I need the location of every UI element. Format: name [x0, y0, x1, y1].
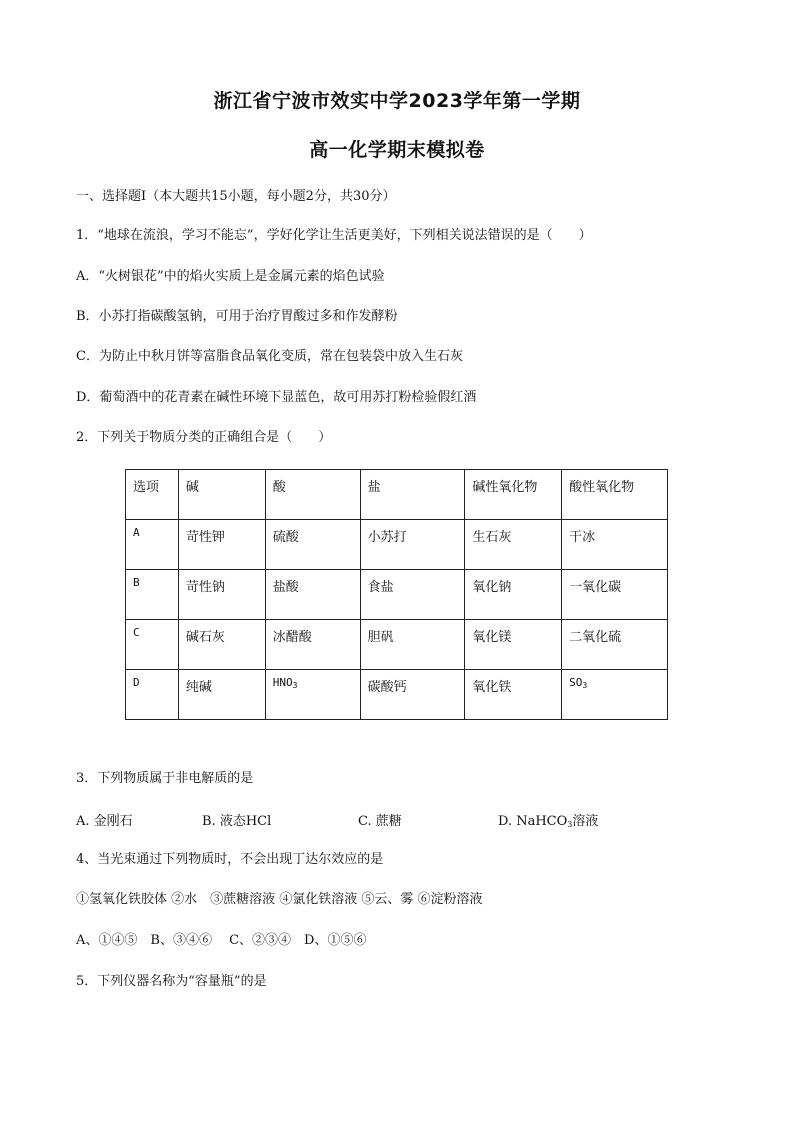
table-cell: 氧化铁 — [465, 670, 562, 720]
table-row — [126, 520, 668, 570]
table-cell: 苛性钾 — [178, 520, 265, 570]
table-header-cell: 碱性氧化物 — [465, 470, 562, 520]
question-4-stem: 4、当光束通过下列物质时，不会出现丁达尔效应的是 — [76, 852, 384, 867]
table-cell: 小苏打 — [360, 520, 465, 570]
table-header-cell: 酸 — [265, 470, 360, 520]
table-cell: 碱石灰 — [178, 620, 265, 670]
question-2-stem: 2．下列关于物质分类的正确组合是（ ） — [76, 430, 332, 445]
formula-base: SO — [569, 676, 583, 689]
table-cell: C — [126, 620, 179, 670]
question-1-option-b: B．小苏打指碳酸氢钠，可用于治疗胃酸过多和作发酵粉 — [76, 309, 398, 324]
table-cell: 食盐 — [360, 570, 465, 620]
classification-table — [125, 469, 668, 720]
question-5-stem: 5．下列仪器名称为“容量瓶”的是 — [76, 974, 267, 989]
table-cell: B — [126, 570, 179, 620]
table-row — [126, 670, 668, 720]
table-cell: 胆矾 — [360, 620, 465, 670]
table-cell: 纯碱 — [178, 670, 265, 720]
question-3-option-b: B. 液态HCl — [202, 814, 272, 829]
table-header-row — [126, 470, 668, 520]
formula-base: HNO — [272, 676, 293, 689]
question-1-option-c: C．为防止中秋月饼等富脂食品氧化变质，常在包装袋中放入生石灰 — [76, 349, 463, 364]
exam-subtitle: 高一化学期末模拟卷 — [309, 139, 485, 161]
question-3-option-a: A. 金刚石 — [76, 814, 133, 829]
question-1-stem: 1．“地球在流浪，学习不能忘”，学好化学让生活更美好，下列相关说法错误的是（ ） — [76, 228, 592, 243]
table-header-cell: 选项 — [126, 470, 179, 520]
question-3-option-c: C. 蔗糖 — [358, 814, 402, 829]
table-cell: 苛性钠 — [178, 570, 265, 620]
table-row — [126, 570, 668, 620]
formula-base: D. NaHCO — [498, 814, 568, 829]
question-1-option-a: A．“火树银花”中的焰火实质上是金属元素的焰色试验 — [76, 269, 385, 284]
section-heading: 一、选择题Ⅰ（本大题共15小题，每小题2分，共30分） — [76, 189, 396, 204]
table-cell: 冰醋酸 — [265, 620, 360, 670]
table-cell: 氧化镁 — [465, 620, 562, 670]
question-4-items: ①氢氧化铁胶体 ②水 ③蔗糖溶液 ④氯化铁溶液 ⑤云、雾 ⑥淀粉溶液 — [76, 892, 483, 907]
exam-title: 浙江省宁波市效实中学2023学年第一学期 — [213, 90, 581, 112]
formula-subscript: 3 — [567, 820, 573, 829]
table-cell-formula — [265, 670, 360, 720]
table-cell: 二氧化硫 — [562, 620, 668, 670]
table-cell: 干冰 — [562, 520, 668, 570]
table-cell: 盐酸 — [265, 570, 360, 620]
table-cell: 一氧化碳 — [562, 570, 668, 620]
table-cell: D — [126, 670, 179, 720]
question-3-option-d — [498, 810, 598, 829]
option-suffix: 溶液 — [572, 814, 599, 829]
table-cell: 氧化钠 — [465, 570, 562, 620]
table-header-cell: 碱 — [178, 470, 265, 520]
table-cell-formula — [562, 670, 668, 720]
table-header-cell: 盐 — [360, 470, 465, 520]
question-4-options: A、①④⑤ B、③④⑥ C、②③④ D、①⑤⑥ — [76, 933, 367, 948]
question-1-option-d: D．葡萄酒中的花青素在碱性环境下显蓝色，故可用苏打粉检验假红酒 — [76, 390, 477, 405]
table-cell: 碳酸钙 — [360, 670, 465, 720]
table-header-cell: 酸性氧化物 — [562, 470, 668, 520]
question-3-stem: 3．下列物质属于非电解质的是 — [76, 771, 254, 786]
table-cell: A — [126, 520, 179, 570]
table-cell: 生石灰 — [465, 520, 562, 570]
formula-subscript: 3 — [582, 681, 588, 690]
table-cell: 硫酸 — [265, 520, 360, 570]
formula-subscript: 3 — [292, 681, 298, 690]
table-row — [126, 620, 668, 670]
